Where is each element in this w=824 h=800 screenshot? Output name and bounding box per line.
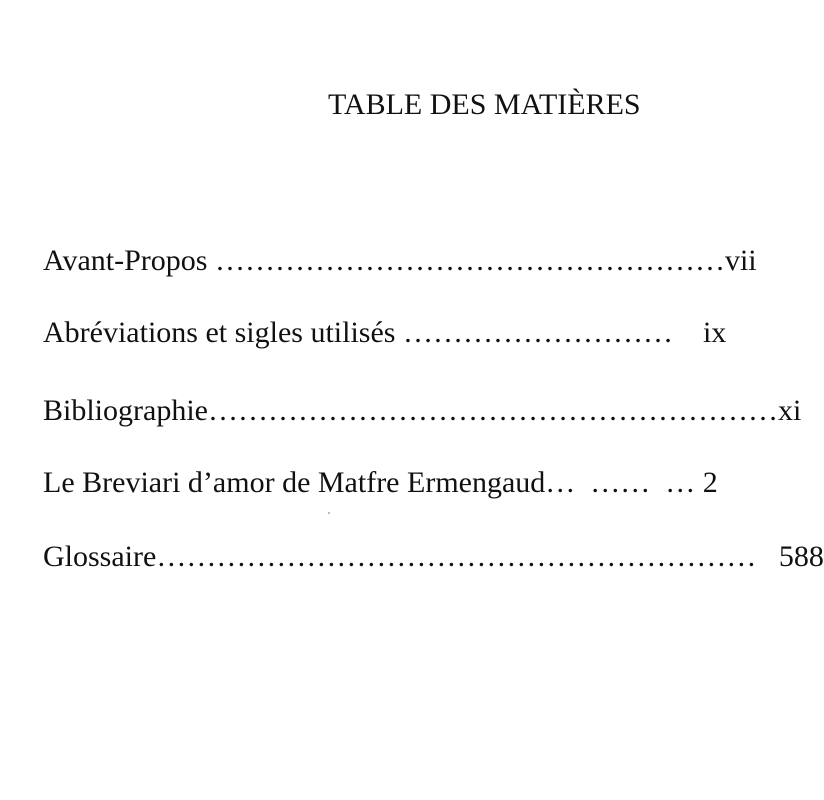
toc-entry-page: 2 [702,466,718,499]
toc-entry-abreviations [43,316,726,350]
toc-entry-glossaire [43,540,824,574]
toc-entry-leader: …………………………………………………… [156,540,757,573]
toc-entry-leader: … …… … [545,466,696,499]
toc-entry-breviari [43,466,718,500]
toc-entry-avant-propos [43,244,757,278]
toc-entry-leader: ………………………………………………… [207,394,778,427]
toc-entry-label: Glossaire [43,540,157,573]
toc-entry-page: xi [777,394,802,427]
toc-entry-gap [695,466,703,499]
toc-entry-leader: ……………………… [395,316,673,349]
toc-entry-leader: …………………………………………… [207,244,725,277]
toc-entry-label: Avant-Propos [43,244,208,277]
toc-entry-label: Bibliographie [43,394,208,427]
toc-entry-page: vii [724,244,757,277]
page-title: TABLE DES MATIÈRES [328,88,641,121]
toc-entry-label: Le Breviari d’amor de Matfre Ermengaud [43,466,546,499]
toc-entry-page: 588 [778,540,824,573]
toc-entry-bibliographie [43,394,801,428]
toc-entry-page: ix [702,316,727,349]
toc-entry-gap [756,540,779,573]
toc-entry-gap [673,316,703,349]
toc-entry-label: Abréviations et sigles utilisés [43,316,396,349]
scan-speck [328,512,330,514]
